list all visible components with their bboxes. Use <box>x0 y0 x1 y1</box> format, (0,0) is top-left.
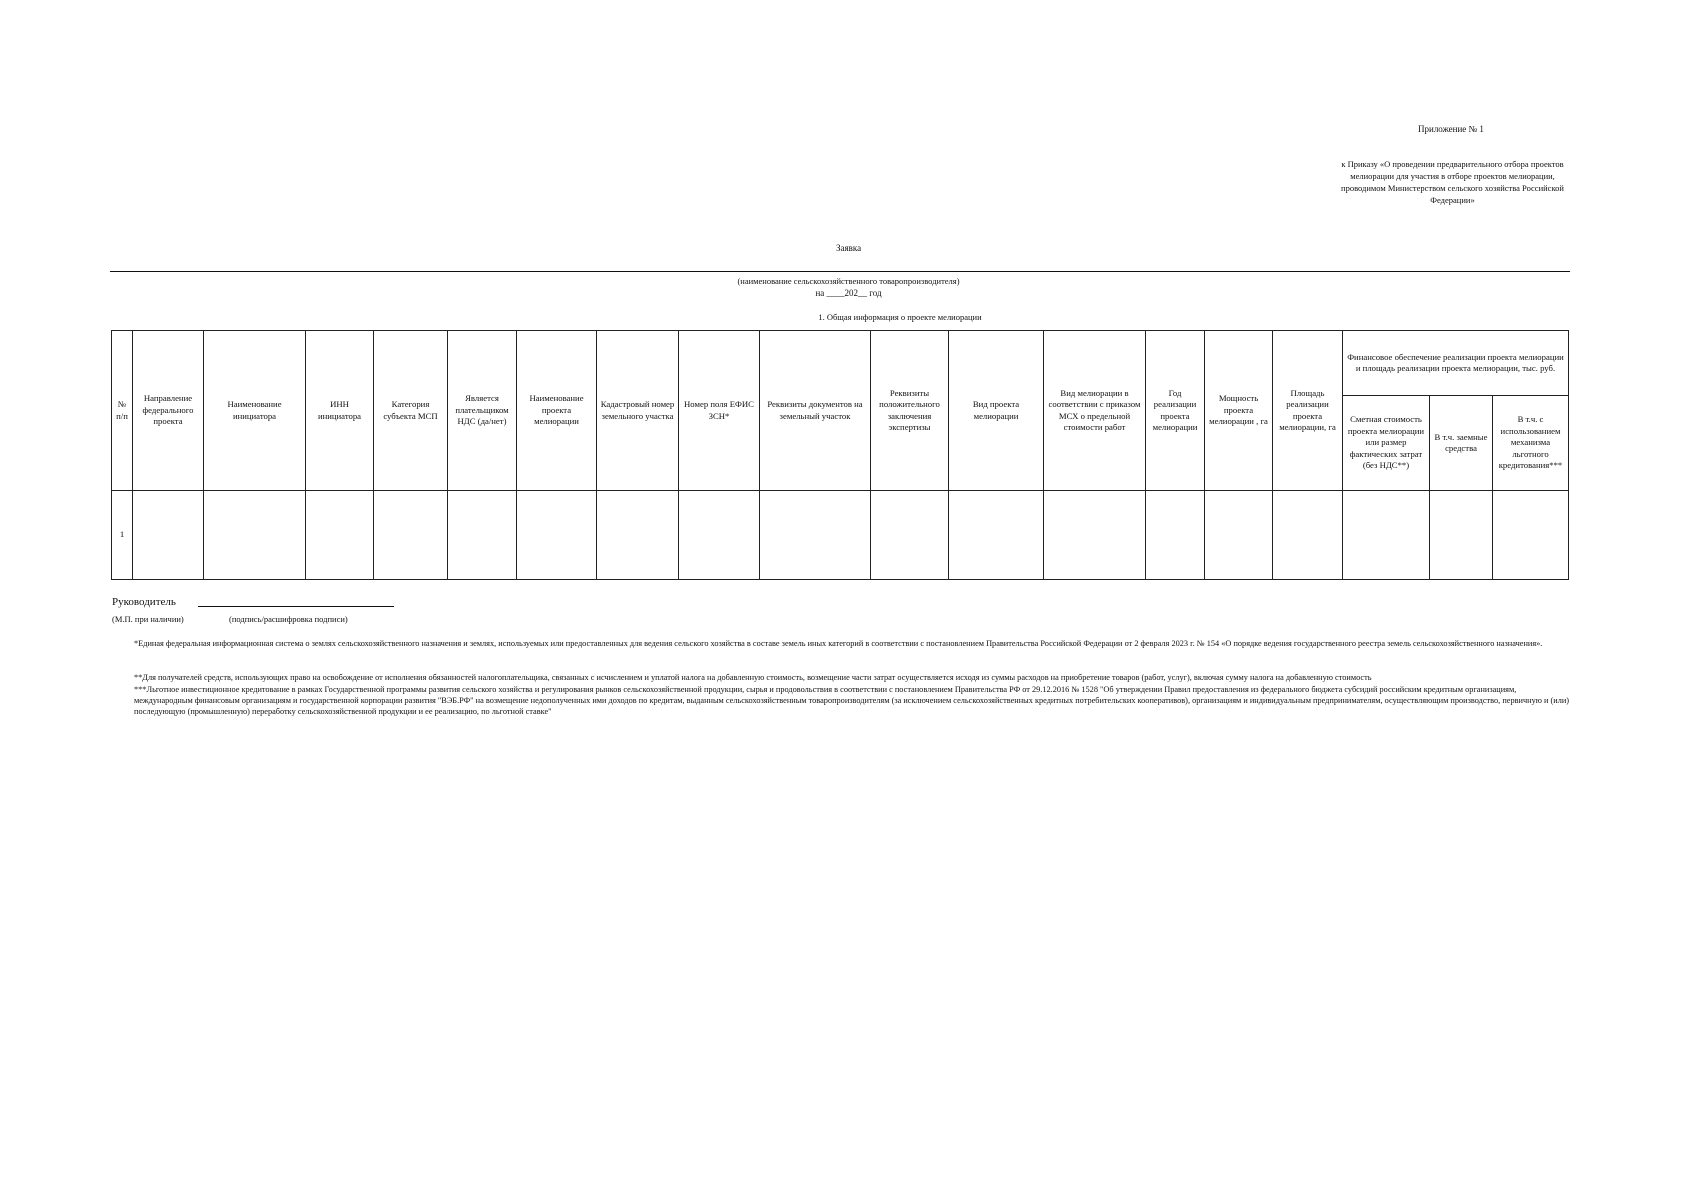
col-num: № п/п <box>112 331 133 491</box>
table-cell[interactable] <box>597 491 679 580</box>
table-cell[interactable] <box>871 491 949 580</box>
table-cell[interactable] <box>1146 491 1205 580</box>
table-cell[interactable] <box>949 491 1044 580</box>
footnote-efis: *Единая федеральная информационная система о землях сельскохозяйственного назначения и землях, используемых или предоставленных для ведения сельского хозяйства в составе земель иных категорий в соответствии с постановлением Правительства Российской Федерации от 2 февраля 2023 г. № 154 «О порядке ведения государственного реестра земель сельскохозяйственного назначения». <box>134 639 1543 648</box>
table-cell[interactable] <box>204 491 306 580</box>
table-cell[interactable] <box>374 491 448 580</box>
document-title: Заявка <box>835 243 862 253</box>
col-cadastral-number: Кадастровый номер земельного участка <box>597 331 679 491</box>
table-cell[interactable] <box>133 491 204 580</box>
table-cell[interactable] <box>1343 491 1430 580</box>
org-name-caption: (наименование сельскохозяйственного товаропроизводителя) <box>737 276 960 286</box>
table-cell[interactable] <box>1430 491 1493 580</box>
section-title: 1. Общая информация о проекте мелиорации <box>818 312 982 322</box>
signature-caption: (подпись/расшифровка подписи) <box>229 614 348 624</box>
col-capacity: Мощность проекта мелиорации , га <box>1205 331 1273 491</box>
row-number: 1 <box>112 491 133 580</box>
footnote-credit: ***Льготное инвестиционное кредитование в рамках Государственной программы развития сельского хозяйства и регулирования рынков сельскохозяйственной продукции, сырья и продовольствия в соответствии с постановлением Правительства РФ от 29.12.2016 № 1528 "Об утверждении Правил предоставления из федерального бюджета субсидий российским кредитным организациям, международным финансовым организациям и государственной корпорации развития "ВЭБ.РФ" на возмещение недополученных ими доходов по кредитам, выданным сельскохозяйственным товаропроизводителям (за исключением сельскохозяйственных кредитных потребительских кооперативов), организациям и индивидуальным предпринимателям, осуществляющим производство, первичную и (или) последующую (промышленную) переработку сельскохозяйственной продукции и ее реализацию, по льготной ставке" <box>134 685 1570 716</box>
col-preferential-credit: В т.ч. с использованием механизма льготного кредитования*** <box>1493 396 1569 491</box>
col-msp-category: Категория субъекта МСП <box>374 331 448 491</box>
stamp-caption: (М.П. при наличии) <box>112 614 184 624</box>
head-label: Руководитель <box>112 596 176 608</box>
col-vat-payer: Является плательщиком НДС (да/нет) <box>448 331 517 491</box>
col-land-documents: Реквизиты документов на земельный участок <box>760 331 871 491</box>
org-name-line <box>110 271 1570 272</box>
col-initiator-name: Наименование инициатора <box>204 331 306 491</box>
table-cell[interactable] <box>760 491 871 580</box>
col-melioration-type: Вид мелиорации в соответствии с приказом МСХ о предельной стоимости работ <box>1044 331 1146 491</box>
table-cell[interactable] <box>679 491 760 580</box>
col-efis-field: Номер поля ЕФИС ЗСН* <box>679 331 760 491</box>
table-cell[interactable] <box>448 491 517 580</box>
table-row <box>112 491 1569 580</box>
table-cell[interactable] <box>517 491 597 580</box>
project-info-table <box>111 330 1569 580</box>
col-inn: ИНН инициатора <box>306 331 374 491</box>
footnote-vat: **Для получателей средств, использующих право на освобождение от исполнения обязанностей налогоплательщика, связанных с исчислением и уплатой налога на добавленную стоимость, возмещение части затрат осуществляется исходя из суммы расходов на приобретение товаров (работ, услуг), включая сумму налога на добавленную стоимость <box>134 673 1372 682</box>
year-line: на ____202__ год <box>815 288 882 298</box>
col-estimated-cost: Сметная стоимость проекта мелиорации или размер фактических затрат (без НДС**) <box>1343 396 1430 491</box>
col-finance-group: Финансовое обеспечение реализации проекта мелиорации и площадь реализации проекта мелиорации, тыс. руб. <box>1343 331 1569 396</box>
signature-line <box>198 606 394 607</box>
table-cell[interactable] <box>1044 491 1146 580</box>
col-project-type: Вид проекта мелиорации <box>949 331 1044 491</box>
col-expertise: Реквизиты положительного заключения экспертизы <box>871 331 949 491</box>
col-project-name: Наименование проекта мелиорации <box>517 331 597 491</box>
table-cell[interactable] <box>1205 491 1273 580</box>
order-reference: к Приказу «О проведении предварительного отбора проектов мелиорации для участия в отборе проектов мелиорации, проводимом Министерством сельского хозяйства Российской Федерации» <box>1341 159 1564 205</box>
table-cell[interactable] <box>306 491 374 580</box>
table-cell[interactable] <box>1273 491 1343 580</box>
col-borrowed-funds: В т.ч. заемные средства <box>1430 396 1493 491</box>
table-cell[interactable] <box>1493 491 1569 580</box>
col-area: Площадь реализации проекта мелиорации, га <box>1273 331 1343 491</box>
appendix-number: Приложение № 1 <box>1418 124 1484 134</box>
col-federal-project: Направление федерального проекта <box>133 331 204 491</box>
col-year: Год реализации проекта мелиорации <box>1146 331 1205 491</box>
